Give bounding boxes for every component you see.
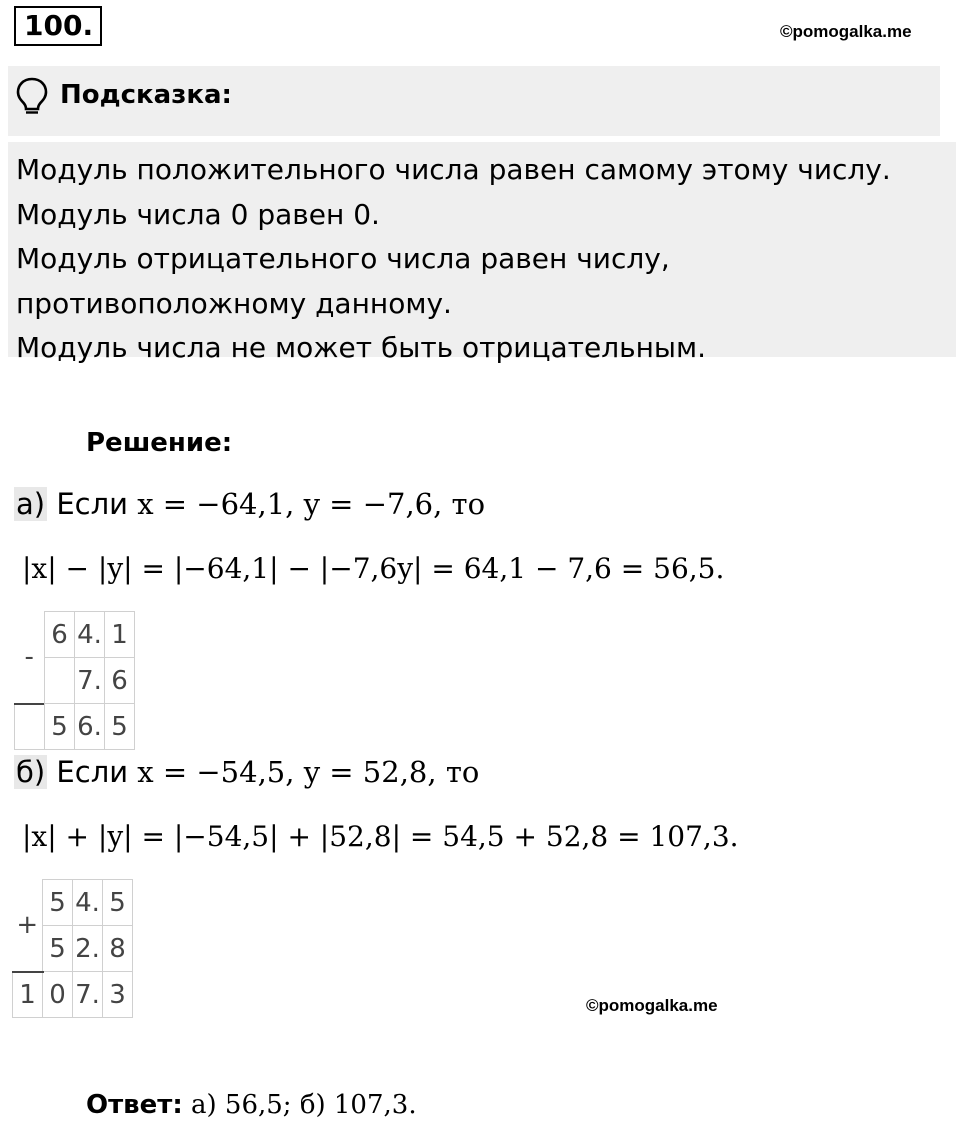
hint-line: Модуль положительного числа равен самому этому числу. [16,153,891,186]
part-a-column-calc [14,611,135,750]
result-line [14,703,44,705]
digit-cell: 1 [13,972,43,1018]
watermark-top: ©pomogalka.me [780,22,912,41]
hint-line: Модуль отрицательного числа равен числу, [16,242,670,275]
part-b-column-calc [12,879,133,1018]
answer [86,1090,417,1120]
answer-label: Ответ: [86,1090,183,1120]
answer-value: а) 56,5; б) 107,3. [191,1090,417,1120]
task-number [14,6,102,46]
result-line [12,971,44,973]
digit-cell [45,658,75,704]
digit-cell: 5 [103,880,133,926]
part-b-equation: |x| + |y| = |−54,5| + |52,8| = 54,5 + 52,8 = 107,3. [22,820,739,853]
part-b-if: Если [56,755,129,789]
part-b-condition [14,755,479,789]
digit-cell: 7. [75,658,105,704]
digit-cell: 6. [75,704,105,750]
digit-cell: 0 [43,972,73,1018]
part-a-label: а) [16,487,46,521]
plus-operator: + [16,910,39,941]
minus-operator: - [24,642,34,673]
task-number-value: 100 [24,9,83,42]
part-b-values: x = −54,5, y = 52,8, то [137,755,480,789]
hint-line: противоположному данному. [16,286,452,320]
hint-line: Модуль числа 0 равен 0. [16,197,380,231]
part-b-label: б) [16,755,46,789]
part-a-values: x = −64,1, y = −7,6, то [137,487,486,521]
solution-title: Решение: [86,428,233,458]
hint-title: Подсказка: [60,80,232,110]
digit-cell: 7. [73,972,103,1018]
digit-cell: 6 [45,612,75,658]
digit-cell: 5 [105,704,135,750]
digit-cell: 8 [103,926,133,972]
digit-cell: 3 [103,972,133,1018]
digit-cell: 1 [105,612,135,658]
digit-cell: 5 [45,704,75,750]
digit-cell: 6 [105,658,135,704]
task-number-dot: . [82,9,94,42]
watermark-bottom: ©pomogalka.me [586,996,718,1015]
digit-cell [15,704,45,750]
digit-cell: 5 [43,880,73,926]
digit-cell: 5 [43,926,73,972]
hint-line: Модуль числа не может быть отрицательным. [16,331,707,364]
digit-cell: 2. [73,926,103,972]
lightbulb-icon [14,76,50,116]
hint-text [16,148,891,371]
digit-cell: 4. [73,880,103,926]
part-a-condition [14,487,485,521]
digit-cell: 4. [75,612,105,658]
part-a-equation: |x| − |y| = |−64,1| − |−7,6y| = 64,1 − 7,6 = 56,5. [22,552,725,585]
part-a-if: Если [56,487,128,521]
